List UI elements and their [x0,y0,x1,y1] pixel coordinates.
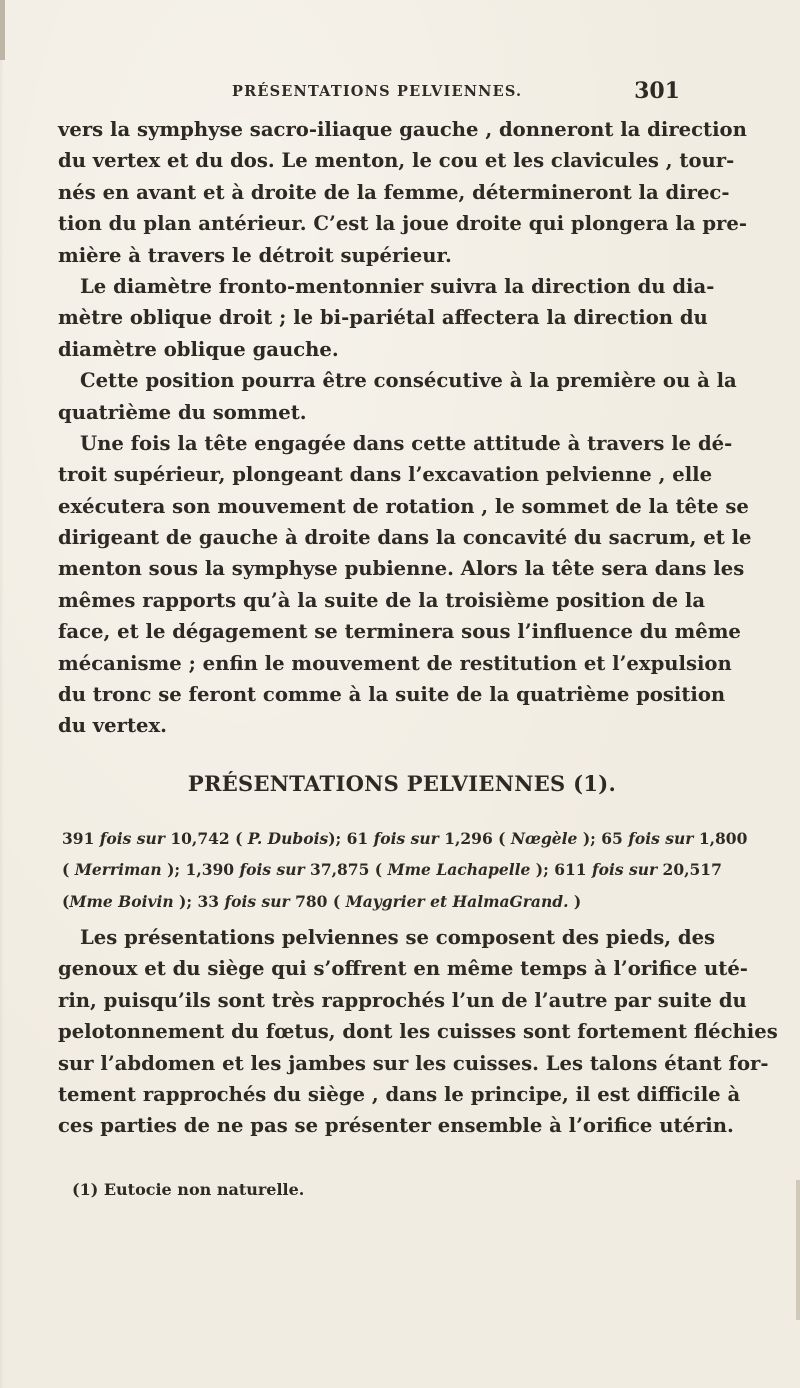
text-line: sur l’abdomen et les jambes sur les cuisses. Les talons étant for- [58,1051,769,1075]
italic-run: fois sur [239,860,305,880]
text-run: ); 65 [577,829,629,848]
italic-run: fois sur [224,891,290,911]
text-line: tement rapprochés du siège , dans le principe, il est difficile à [58,1082,741,1106]
text-line: mécanisme ; enfin le mouvement de restitution et l’expulsion [58,651,732,675]
text-line: vers la symphyse sacro-iliaque gauche , donneront la direction [58,118,747,141]
text-line: diamètre oblique gauche. [58,337,339,361]
text-run: ) [568,891,582,911]
text-line: pelotonnement du fœtus, dont les cuisses sont fortement fléchies [58,1020,778,1044]
stats-line [62,826,748,857]
text-line: exécutera son mouvement de rotation , le sommet de la tête se [58,494,749,518]
italic-run: fois sur [373,829,439,848]
page-edge-shadow [796,1180,800,1320]
statistics-note [62,826,748,920]
text-run: 391 [62,829,100,848]
text-line: Les présentations pelviennes se composent des pieds, des [80,926,716,949]
main-text [58,922,778,1142]
text-run: 20,517 [657,860,722,880]
italic-run: fois sur [99,829,165,848]
italic-run: Maygrier et HalmaGrand. [345,891,569,911]
italic-run: Merriman [74,860,162,880]
text-line: rin, puisqu’ils sont très rapprochés l’un de l’autre par suite du [58,988,747,1012]
text-line: tion du plan antérieur. C’est la joue droite qui plongera la pre- [58,212,747,236]
text-run: 1,800 [693,829,748,848]
text-run: 37,875 ( [304,860,388,880]
text-line: du tronc se feront comme à la suite de la quatrième position [58,683,726,707]
page-edge-shadow [0,0,5,60]
text-line: du vertex. [58,714,167,738]
main-text [58,114,752,742]
text-run: ); 611 [530,860,592,880]
text-line: dirigeant de gauche à droite dans la concavité du sacrum, et le [58,526,752,550]
italic-run: Mme Lachapelle [387,860,531,880]
text-run: ( [62,891,70,911]
text-run: 780 ( [289,891,346,911]
page-header [232,80,682,106]
text-run: ); 61 [328,829,374,848]
italic-run: fois sur [591,860,658,880]
text-line: du vertex et du dos. Le menton, le cou et les clavicules , tour- [58,149,735,173]
stats-line [62,857,722,888]
text-line: nés en avant et à droite de la femme, détermineront la direc- [58,180,730,204]
section-title: PRÉSENTATIONS PELVIENNES (1). [187,771,617,796]
italic-run: Mme Boivin [69,891,174,911]
text-line: mière à travers le détroit supérieur. [58,243,452,267]
text-line: quatrième du sommet. [58,400,307,424]
text-line: face, et le dégagement se terminera sous l’influence du même [58,620,741,644]
text-run: ); 1,390 [161,860,240,880]
stats-line [62,889,680,920]
text-run: ); 33 [173,891,225,911]
page-number: 301 [634,78,680,104]
text-line: mêmes rapports qu’à la suite de la troisième position de la [58,588,706,612]
text-line: ces parties de ne pas se présenter ensemble à l’orifice utérin. [58,1114,734,1138]
text-line: troit supérieur, plongeant dans l’excavation pelvienne , elle [58,463,713,487]
text-line: Une fois la tête engagée dans cette attitude à travers le dé- [80,431,733,455]
text-line: Cette position pourra être consécutive à la première ou à la [80,369,737,393]
text-line: mètre oblique droit ; le bi-pariétal affectera la direction du [58,306,708,330]
text-run: 10,742 ( [164,829,248,848]
text-run: 1,296 ( [438,829,511,848]
text-line: Le diamètre fronto-mentonnier suivra la direction du dia- [80,274,715,298]
running-title: PRÉSENTATIONS PELVIENNES. [232,83,523,100]
italic-run: Nœgèle [510,829,578,848]
italic-run: fois sur [628,829,694,848]
text-line: menton sous la symphyse pubienne. Alors la tête sera dans les [58,557,745,581]
italic-run: P. Dubois [247,829,329,848]
text-line: genoux et du siège qui s’offrent en même temps à l’orifice uté- [58,957,748,981]
text-run: ( [62,860,75,880]
footnote: (1) Eutocie non naturelle. [72,1180,305,1199]
